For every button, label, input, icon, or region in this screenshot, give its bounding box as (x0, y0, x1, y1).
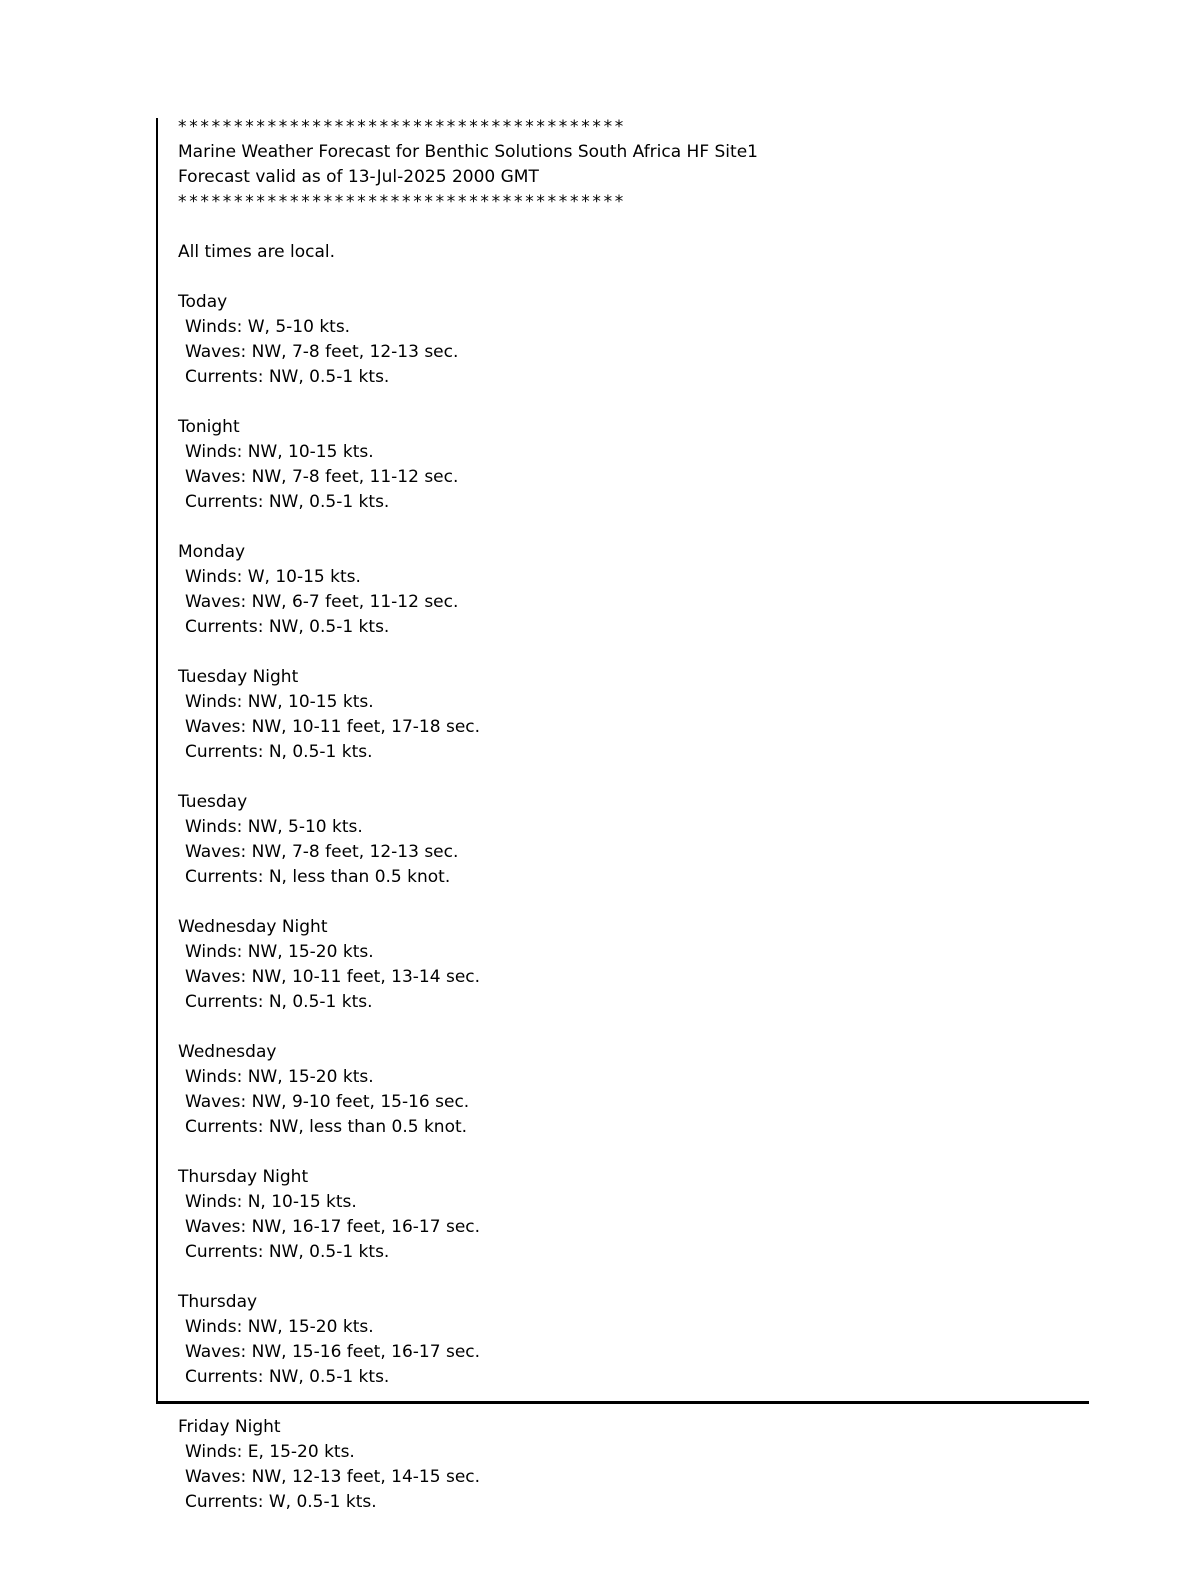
currents-line: Currents: NW, less than 0.5 knot. (185, 1117, 468, 1137)
waves-line: Waves: NW, 7-8 feet, 11-12 sec. (185, 467, 459, 487)
waves-line: Waves: NW, 7-8 feet, 12-13 sec. (185, 342, 459, 362)
waves-line: Waves: NW, 10-11 feet, 17-18 sec. (185, 717, 481, 737)
waves-line: Waves: NW, 9-10 feet, 15-16 sec. (185, 1092, 470, 1112)
section-tonight (178, 415, 1098, 515)
period-label: Tuesday (178, 792, 248, 812)
waves-line: Waves: NW, 15-16 feet, 16-17 sec. (185, 1342, 481, 1362)
valid-time-line: Forecast valid as of 13-Jul-2025 2000 GMT (178, 167, 539, 187)
currents-line: Currents: W, 0.5-1 kts. (185, 1492, 377, 1512)
section-tuesday-night (178, 665, 1098, 765)
currents-line: Currents: N, 0.5-1 kts. (185, 992, 373, 1012)
section-thursday-night (178, 1165, 1098, 1265)
currents-line: Currents: NW, 0.5-1 kts. (185, 1242, 390, 1262)
forecast-document (178, 115, 1098, 1540)
period-label: Today (178, 292, 228, 312)
winds-line: Winds: N, 10-15 kts. (185, 1192, 357, 1212)
period-label: Friday Night (178, 1417, 281, 1437)
currents-line: Currents: NW, 0.5-1 kts. (185, 492, 390, 512)
winds-line: Winds: W, 10-15 kts. (185, 567, 361, 587)
section-monday (178, 540, 1098, 640)
section-friday-night (178, 1415, 1098, 1515)
currents-line: Currents: NW, 0.5-1 kts. (185, 617, 390, 637)
waves-line: Waves: NW, 7-8 feet, 12-13 sec. (185, 842, 459, 862)
section-wednesday-night (178, 915, 1098, 1015)
waves-line: Waves: NW, 16-17 feet, 16-17 sec. (185, 1217, 481, 1237)
period-label: Thursday Night (178, 1167, 309, 1187)
currents-line: Currents: NW, 0.5-1 kts. (185, 367, 390, 387)
period-label: Wednesday Night (178, 917, 328, 937)
section-tuesday (178, 790, 1098, 890)
waves-line: Waves: NW, 12-13 feet, 14-15 sec. (185, 1467, 481, 1487)
separator-line-top: **************************************** (178, 117, 626, 137)
section-today (178, 290, 1098, 390)
period-label: Tuesday Night (178, 667, 299, 687)
winds-line: Winds: NW, 5-10 kts. (185, 817, 363, 837)
currents-line: Currents: NW, 0.5-1 kts. (185, 1367, 390, 1387)
waves-line: Waves: NW, 10-11 feet, 13-14 sec. (185, 967, 481, 987)
period-label: Tonight (178, 417, 240, 437)
currents-line: Currents: N, less than 0.5 knot. (185, 867, 451, 887)
winds-line: Winds: NW, 15-20 kts. (185, 1317, 374, 1337)
waves-line: Waves: NW, 6-7 feet, 11-12 sec. (185, 592, 459, 612)
document-header (178, 115, 1098, 215)
currents-line: Currents: N, 0.5-1 kts. (185, 742, 373, 762)
winds-line: Winds: W, 5-10 kts. (185, 317, 351, 337)
winds-line: Winds: NW, 15-20 kts. (185, 1067, 374, 1087)
local-times-note: All times are local. (178, 242, 336, 262)
winds-line: Winds: NW, 10-15 kts. (185, 442, 374, 462)
document-title: Marine Weather Forecast for Benthic Solutions South Africa HF Site1 (178, 142, 758, 162)
section-thursday (178, 1290, 1098, 1390)
winds-line: Winds: NW, 15-20 kts. (185, 942, 374, 962)
separator-line-bottom: **************************************** (178, 192, 626, 212)
period-label: Thursday (178, 1292, 258, 1312)
section-wednesday (178, 1040, 1098, 1140)
winds-line: Winds: NW, 10-15 kts. (185, 692, 374, 712)
winds-line: Winds: E, 15-20 kts. (185, 1442, 355, 1462)
period-label: Monday (178, 542, 246, 562)
period-label: Wednesday (178, 1042, 277, 1062)
